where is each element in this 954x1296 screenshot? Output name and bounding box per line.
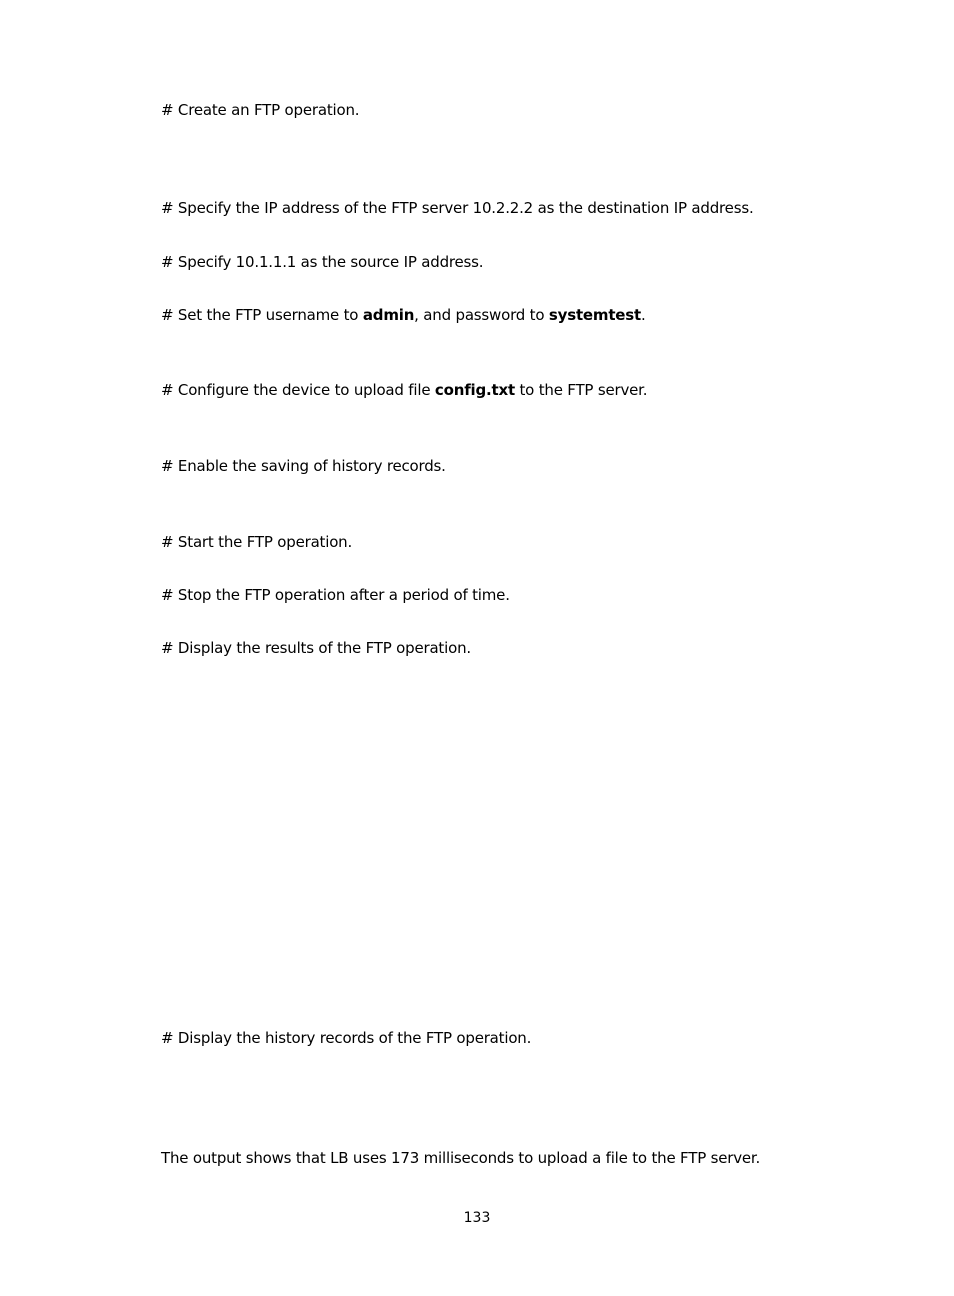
- credentials-prefix: # Set the FTP username to: [161, 306, 363, 324]
- password-value: systemtest: [548, 306, 641, 324]
- step-stop-ftp: # Stop the FTP operation after a period of time.: [161, 586, 510, 604]
- step-display-history: # Display the history records of the FTP operation.: [161, 1029, 532, 1047]
- upload-suffix: to the FTP server.: [514, 381, 648, 399]
- step-specify-destination-ip: # Specify the IP address of the FTP server 10.2.2.2 as the destination IP address.: [161, 199, 754, 217]
- page-number: 133: [463, 1210, 491, 1226]
- step-display-results: # Display the results of the FTP operation.: [161, 639, 471, 657]
- step-create-ftp: # Create an FTP operation.: [161, 101, 360, 119]
- username-value: admin: [362, 306, 415, 324]
- credentials-middle: , and password to: [414, 306, 549, 324]
- step-configure-upload: [161, 380, 647, 400]
- step-enable-history: # Enable the saving of history records.: [161, 457, 446, 475]
- upload-filename: config.txt: [434, 381, 515, 399]
- step-set-credentials: [161, 305, 646, 325]
- credentials-suffix: .: [640, 306, 646, 324]
- output-summary: The output shows that LB uses 173 milliseconds to upload a file to the FTP server.: [161, 1149, 761, 1167]
- upload-prefix: # Configure the device to upload file: [161, 381, 435, 399]
- step-specify-source-ip: # Specify 10.1.1.1 as the source IP address.: [161, 253, 484, 271]
- step-start-ftp: # Start the FTP operation.: [161, 533, 353, 551]
